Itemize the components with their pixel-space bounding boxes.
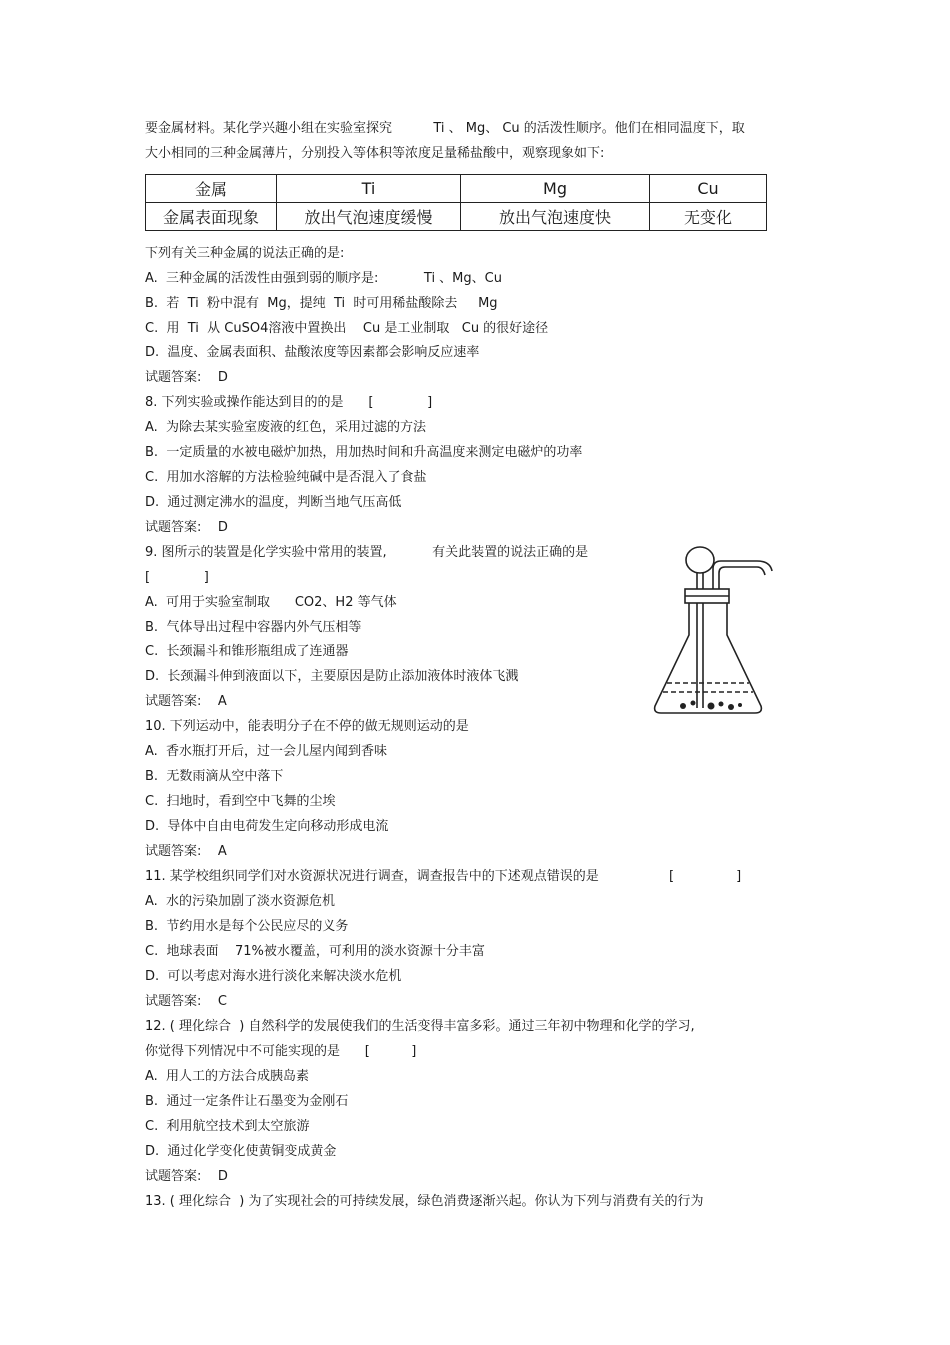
question-line: B. 无数雨滴从空中落下 bbox=[145, 769, 284, 784]
question-line: C. 地球表面 71%被水覆盖，可利用的淡水资源十分丰富 bbox=[145, 944, 485, 959]
question-line: 8. 下列实验或操作能达到目的的是 [ ] bbox=[145, 395, 433, 410]
question-line: 11. 某学校组织同学们对水资源状况进行调查，调查报告中的下述观点错误的是 [ ] bbox=[145, 869, 742, 884]
question-line: 13. ( 理化综合 ) 为了实现社会的可持续发展，绿色消费逐渐兴起。你认为下列与消费有关的行为 bbox=[145, 1194, 704, 1209]
question-line: B. 节约用水是每个公民应尽的义务 bbox=[145, 919, 349, 934]
question-line: C. 长颈漏斗和锥形瓶组成了连通器 bbox=[145, 644, 349, 659]
question-line: B. 若 Ti 粉中混有 Mg，提纯 Ti 时可用稀盐酸除去 Mg bbox=[145, 296, 498, 311]
table-cell: 金属表面现象 bbox=[146, 203, 277, 231]
question-line: A. 香水瓶打开后，过一会儿屋内闻到香味 bbox=[145, 744, 388, 759]
table-header-cell: Cu bbox=[650, 175, 767, 203]
intro-line-1: 要金属材料。某化学兴趣小组在实验室探究 Ti 、 Mg、 Cu 的活泼性顺序。他们在相同温度下，取 bbox=[145, 121, 745, 136]
answer-line: 试题答案: D bbox=[145, 1169, 228, 1184]
question-line: 下列有关三种金属的说法正确的是: bbox=[145, 246, 345, 261]
table-cell: 放出气泡速度快 bbox=[461, 203, 650, 231]
table-header-cell: Ti bbox=[277, 175, 461, 203]
table-cell: 放出气泡速度缓慢 bbox=[277, 203, 461, 231]
metal-observation-table bbox=[145, 174, 767, 231]
question-line: A. 可用于实验室制取 CO2、H2 等气体 bbox=[145, 595, 397, 610]
question-line: D. 温度、金属表面积、盐酸浓度等因素都会影响反应速率 bbox=[145, 345, 480, 360]
answer-line: 试题答案: A bbox=[145, 694, 227, 709]
question-line: C. 用加水溶解的方法检验纯碱中是否混入了食盐 bbox=[145, 470, 427, 485]
question-line: 9. 图所示的装置是化学实验中常用的装置, 有关此装置的说法正确的是 bbox=[145, 545, 589, 560]
table-header-cell: 金属 bbox=[146, 175, 277, 203]
question-line: C. 用 Ti 从 CuSO4溶液中置换出 Cu 是工业制取 Cu 的很好途径 bbox=[145, 321, 549, 336]
question-line: D. 通过测定沸水的温度，判断当地气压高低 bbox=[145, 495, 402, 510]
question-line: B. 通过一定条件让石墨变为金刚石 bbox=[145, 1094, 349, 1109]
intro-line-2: 大小相同的三种金属薄片，分别投入等体积等浓度足量稀盐酸中，观察现象如下: bbox=[145, 146, 605, 161]
table-row bbox=[146, 203, 767, 231]
answer-line: 试题答案: D bbox=[145, 520, 228, 535]
question-line: D. 导体中自由电荷发生定向移动形成电流 bbox=[145, 819, 389, 834]
question-line: 12. ( 理化综合 ) 自然科学的发展使我们的生活变得丰富多彩。通过三年初中物理和化学的学习, bbox=[145, 1019, 695, 1034]
question-line: A. 水的污染加剧了淡水资源危机 bbox=[145, 894, 336, 909]
table-header-row bbox=[146, 175, 767, 203]
question-line: B. 一定质量的水被电磁炉加热，用加热时间和升高温度来测定电磁炉的功率 bbox=[145, 445, 583, 460]
question-line: D. 可以考虑对海水进行淡化来解决淡水危机 bbox=[145, 969, 402, 984]
question-line: [ ] bbox=[145, 570, 209, 585]
question-line: 你觉得下列情况中不可能实现的是 [ ] bbox=[145, 1044, 417, 1059]
table-cell: 无变化 bbox=[650, 203, 767, 231]
question-line: A. 用人工的方法合成胰岛素 bbox=[145, 1069, 310, 1084]
answer-line: 试题答案: C bbox=[145, 994, 227, 1009]
question-line: B. 气体导出过程中容器内外气压相等 bbox=[145, 620, 362, 635]
answer-line: 试题答案: A bbox=[145, 844, 227, 859]
flask-apparatus-icon bbox=[645, 543, 785, 721]
question-line: D. 通过化学变化使黄铜变成黄金 bbox=[145, 1144, 337, 1159]
question-line: A. 为除去某实验室废液的红色，采用过滤的方法 bbox=[145, 420, 427, 435]
question-line: A. 三种金属的活泼性由强到弱的顺序是: Ti 、Mg、Cu bbox=[145, 271, 502, 286]
question-line: D. 长颈漏斗伸到液面以下，主要原因是防止添加液体时液体飞溅 bbox=[145, 669, 519, 684]
table-header-cell: Mg bbox=[461, 175, 650, 203]
question-line: C. 扫地时，看到空中飞舞的尘埃 bbox=[145, 794, 336, 809]
question-line: 10. 下列运动中，能表明分子在不停的做无规则运动的是 bbox=[145, 719, 469, 734]
question-line: C. 利用航空技术到太空旅游 bbox=[145, 1119, 310, 1134]
answer-line: 试题答案: D bbox=[145, 370, 228, 385]
